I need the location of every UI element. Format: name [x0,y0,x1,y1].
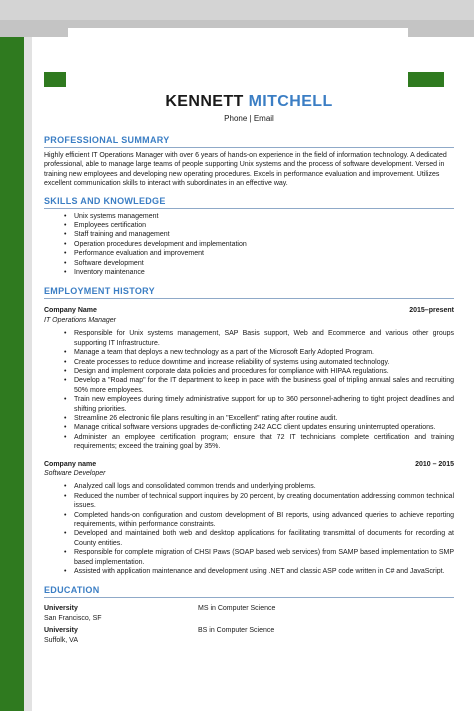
top-white-tab [68,28,408,37]
education-location: San Francisco, SF [44,614,102,622]
company-name: Company Name [44,307,97,315]
job-bullet: • Train new employees during timely administrative support for up to 360 personnel-adhering to tight project deadlines and shifting priorities. [64,395,454,414]
job-dates: 2010 – 2015 [415,460,454,468]
job-bullet: • Streamline 26 electronic file plans resulting in an "Excellent" rating after routine audit. [64,414,454,423]
job-bullet: • Manage a team that deploys a new technology as a part of the Microsoft Early Adopted Program. [64,348,454,357]
skills-list [44,212,454,278]
section-title-skills: SKILLS AND KNOWLEDGE [44,195,454,209]
job-header-2 [44,460,454,469]
resume-content [44,92,454,645]
education-school: University [44,627,78,635]
job-bullet: • Create processes to reduce downtime and increase reliability of systems using automated technology. [64,358,454,367]
education-entry [44,626,454,645]
skill-item: • Employees certification [64,221,454,230]
skill-item: • Unix systems management [64,212,454,221]
skill-item: • Software development [64,259,454,268]
candidate-name [44,92,454,112]
education-degree: MS in Computer Science [198,605,276,613]
left-light-border [24,37,32,711]
first-name: KENNETT [165,93,244,110]
contact-line: Phone | Email [224,114,274,123]
section-title-summary: PROFESSIONAL SUMMARY [44,134,454,148]
top-gray-band-light [0,0,474,20]
job-2-bullets [44,482,454,576]
job-dates: 2015–present [409,307,454,315]
job-bullet: • Responsible for Unix systems management, SAP Basis support, Web and Ecommerce and various other groups supporting IT Infrastructure. [64,329,454,348]
header-white-inset [66,72,408,87]
job-bullet: • Analyzed call logs and consolidated common trends and underlying problems. [64,482,454,491]
job-role: IT Operations Manager [44,316,116,324]
skill-item: • Performance evaluation and improvement [64,249,454,258]
job-bullet: • Develop a "Road map" for the IT department to keep in pace with the business goal of tripling annual sales and recruiting 50% more employees. [64,376,454,395]
left-green-border [0,37,24,711]
job-bullet: • Manage critical software versions upgrades de-conflicting 242 ACC client updates ensuring uninterrupted operations. [64,423,454,432]
job-bullet: • Developed and maintained both web and desktop applications for facilitating transmittal of documents for recording at County entities. [64,529,454,548]
job-bullet: • Design and implement corporate data policies and procedures for compliance with HIPAA regulations. [64,367,454,376]
summary-text: Highly efficient IT Operations Manager with over 6 years of hands-on experience in the field of information technology. A dedicated professional, able to manage large teams of people supporting Unix systems and the process of software development. Versed in training new employees and developing new operating procedures. Excels in performance evaluation and improvement. Utilizes excellent communication skills to interact with subordinates in an effective way. [44,152,447,188]
job-bullet: • Responsible for complete migration of CHSI Paws (SOAP based web services) from SAMP based implementation to SMP based implementation. [64,548,454,567]
job-role: Software Developer [44,469,106,477]
job-header-1 [44,306,454,315]
education-degree: BS in Computer Science [198,627,275,635]
skill-item: • Operation procedures development and implementation [64,240,454,249]
skill-item: • Staff training and management [64,230,454,239]
section-title-education: EDUCATION [44,584,454,598]
education-entry [44,604,454,623]
job-bullet: • Administer an employee certification program; ensure that 72 IT technicians complete certification and training requirements; exceed the training goal by 35%. [64,433,454,452]
section-title-employment: EMPLOYMENT HISTORY [44,285,454,299]
company-name: Company name [44,460,97,468]
job-bullet: • Reduced the number of technical support inquires by 20 percent, by creating documentation addressing common technical issues. [64,492,454,511]
job-bullet: • Assisted with application maintenance and development using .NET and classic ASP code written in C# and JavaScript. [64,567,454,576]
education-location: Suffolk, VA [44,636,78,644]
job-bullet: • Completed hands-on configuration and custom development of BI reports, using advanced queries to achieve reporting requirements, within performance constraints. [64,511,454,530]
skill-item: • Inventory maintenance [64,268,454,277]
last-name: MITCHELL [248,93,333,110]
education-school: University [44,605,78,613]
job-1-bullets [44,329,454,451]
